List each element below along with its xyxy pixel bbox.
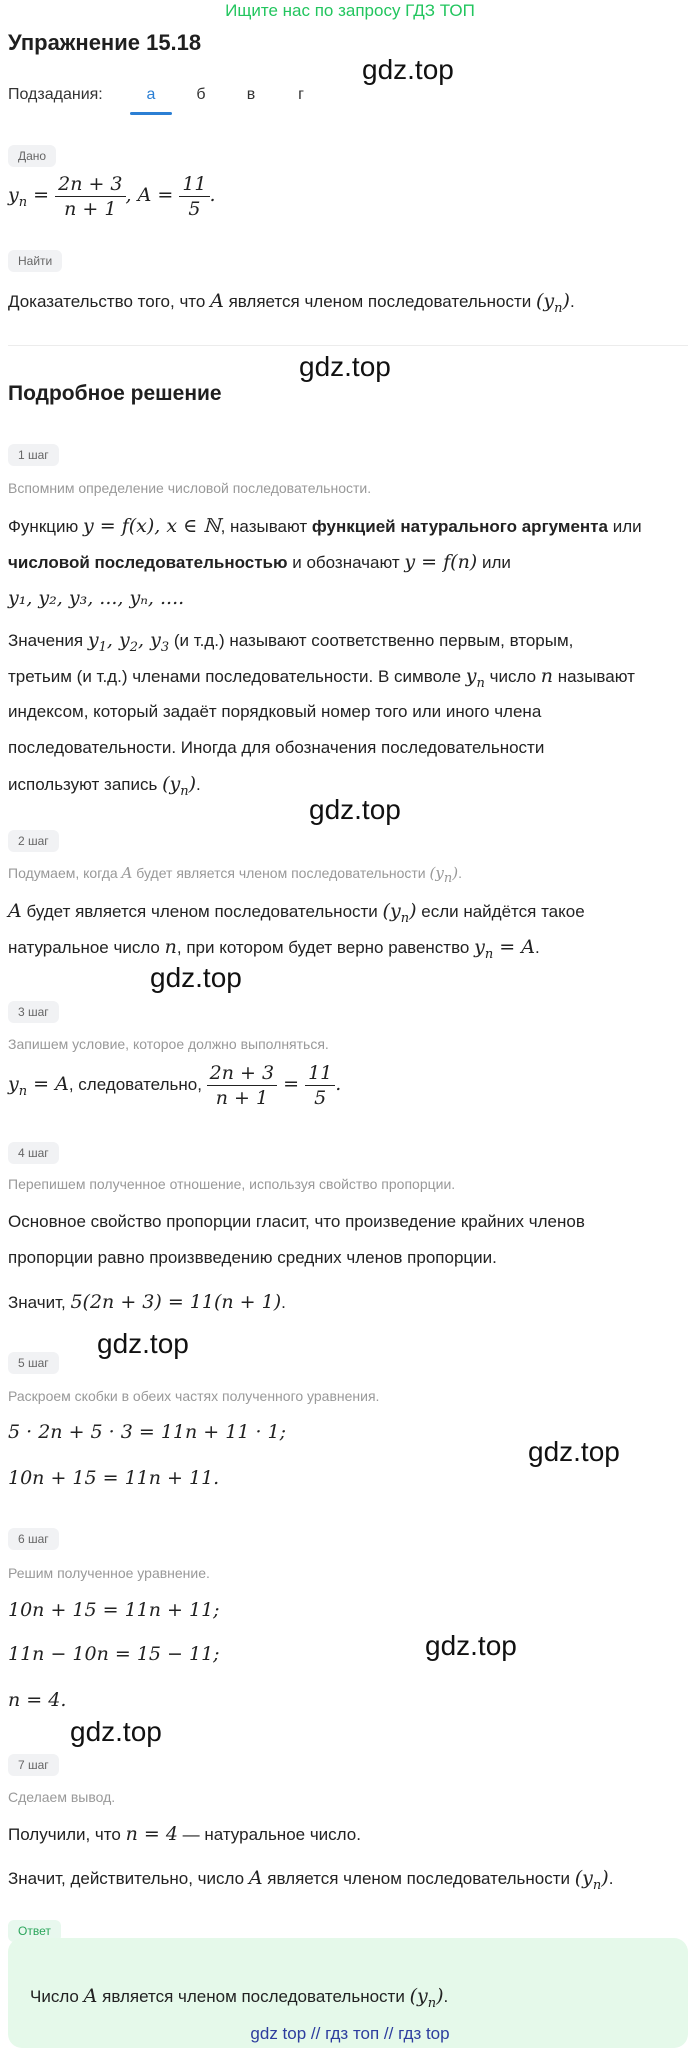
footer-links[interactable]: gdz top // гдз топ // гдз top — [250, 2024, 450, 2043]
answer-text: Число A является членом последовательности $(y_n)$. — [30, 1985, 449, 2011]
step-6-equation: 10n + 15 = 11n + 11; — [8, 1599, 220, 1621]
step-1-badge: 1 шаг — [8, 444, 59, 466]
step-1-line: числовой последовательностью и обозначают y = f(n) или — [8, 551, 511, 573]
step-2-line: натуральное число n, при котором будет верно равенство $y_n = A$. — [8, 936, 540, 962]
step-2-line: A будет является членом последовательности $(y_n)$ если найдётся такое — [8, 900, 585, 926]
watermark: gdz.top — [150, 962, 242, 993]
watermark: gdz.top — [309, 794, 401, 825]
answer-badge: Ответ — [8, 1920, 61, 1942]
tab-a[interactable]: а — [146, 86, 156, 103]
subtasks-label: Подзадания: — [8, 86, 103, 103]
watermark: gdz.top — [362, 54, 454, 85]
step-2-hint: Подумаем, когда A будет является членом последовательности $(y_n)$. — [8, 864, 462, 886]
step-5-badge: 5 шаг — [8, 1352, 59, 1374]
step-6-hint: Решим полученное уравнение. — [8, 1565, 210, 1581]
step-4-line: пропорции равно произвведению средних членов пропорции. — [8, 1248, 497, 1267]
tab-b[interactable]: б — [196, 86, 206, 103]
tab-g[interactable]: г — [298, 86, 304, 103]
find-badge: Найти — [8, 250, 62, 272]
step-4-line: Значит, 5(2n + 3) = 11(n + 1). — [8, 1291, 286, 1313]
step-7-hint: Сделаем вывод. — [8, 1789, 116, 1805]
step-1-line: третьим (и т.д.) членами последовательности. В символе $y_n$ число n называют — [8, 665, 635, 691]
step-7-badge: 7 шаг — [8, 1754, 59, 1776]
top-banner[interactable]: Ищите нас по запросу ГДЗ ТОП — [225, 1, 475, 20]
step-1-line: используют запись $(y_n)$. — [8, 773, 201, 799]
watermark: gdz.top — [70, 1716, 162, 1747]
solution-title: Подробное решение — [8, 382, 222, 405]
active-tab-indicator — [130, 112, 172, 115]
step-1-line: последовательности. Иногда для обозначения последовательности — [8, 738, 545, 757]
page-title: Упражнение 15.18 — [8, 30, 202, 55]
given-formula: $y_n$ = $\frac{2n + 3}{n + 1}$ , A = $\frac{11}{5}$ . — [8, 173, 216, 220]
watermark: gdz.top — [97, 1328, 189, 1359]
step-1-line: индексом, который задаёт порядковый номер того или иного члена — [8, 702, 542, 721]
step-3-hint: Запишем условие, которое должно выполняться. — [8, 1036, 329, 1052]
divider — [8, 345, 688, 346]
step-1-sequence: y₁, y₂, y₃, ..., yₙ, .... — [8, 587, 185, 609]
step-1-line: Функцию y = f(x), x ∈ ℕ, называют функцией натурального аргумента или — [8, 515, 642, 537]
find-text: Доказательство того, что A является членом последовательности $(y_n)$. — [8, 290, 575, 316]
step-7-line: Получили, что n = 4 — натуральное число. — [8, 1823, 361, 1845]
step-6-equation: n = 4. — [8, 1689, 67, 1711]
step-4-badge: 4 шаг — [8, 1142, 59, 1164]
step-1-hint: Вспомним определение числовой последовательности. — [8, 480, 372, 496]
step-5-equation: 10n + 15 = 11n + 11. — [8, 1467, 220, 1489]
watermark: gdz.top — [425, 1630, 517, 1661]
step-3-badge: 3 шаг — [8, 1001, 59, 1023]
step-6-badge: 6 шаг — [8, 1528, 59, 1550]
step-4-line: Основное свойство пропорции гласит, что произведение крайних членов — [8, 1212, 585, 1231]
given-badge: Дано — [8, 145, 56, 167]
step-7-line: Значит, действительно, число A является членом последовательности $(y_n)$. — [8, 1867, 614, 1893]
step-5-equation: 5 · 2n + 5 · 3 = 11n + 11 · 1; — [8, 1421, 287, 1443]
step-5-hint: Раскроем скобки в обеих частях полученного уравнения. — [8, 1388, 380, 1404]
step-4-hint: Перепишем полученное отношение, используя свойство пропорции. — [8, 1176, 456, 1192]
step-1-line: Значения $y_1$, $y_2$, $y_3$ (и т.д.) называют соответственно первым, вторым, — [8, 629, 574, 655]
watermark: gdz.top — [528, 1436, 620, 1467]
step-3-formula: $y_n = A$, следовательно, $\frac{2n + 3}{n + 1}$ = $\frac{11}{5}$ . — [8, 1062, 342, 1109]
tab-v[interactable]: в — [246, 86, 256, 103]
watermark: gdz.top — [299, 351, 391, 382]
step-6-equation: 11n − 10n = 15 − 11; — [8, 1643, 220, 1665]
step-2-badge: 2 шаг — [8, 830, 59, 852]
